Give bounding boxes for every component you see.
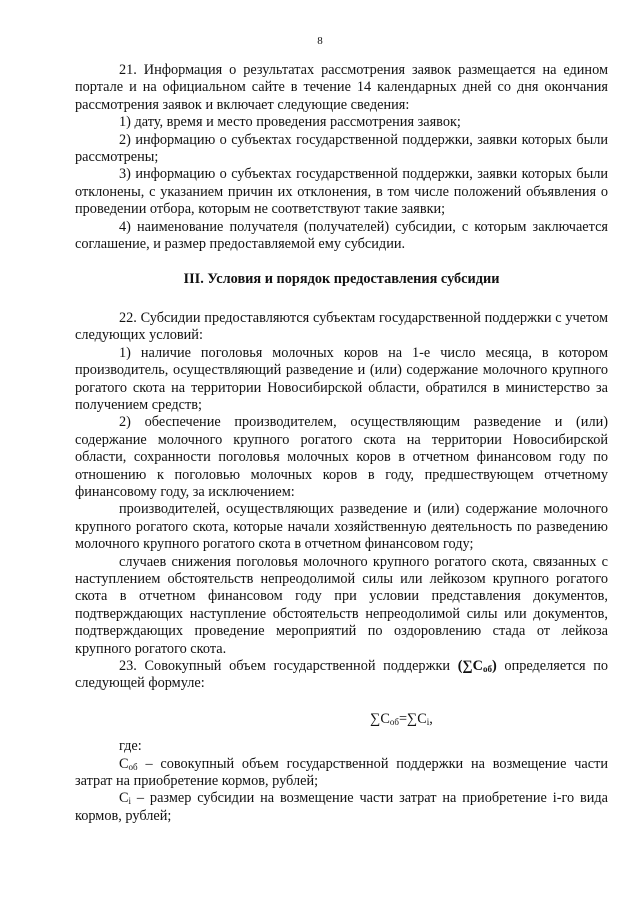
list-item-4: 4) наименование получателя (получателей) субсидии, с которым заключается соглашение, и размер предоставляемой ему субсидии. [75, 218, 608, 253]
p23-symbol: $(\sum С_{об})$ [457, 658, 497, 674]
exception-producers: производителей, осуществляющих разведение и (или) содержание молочного крупного рогатого скота, которые начали хозяйственную деятельность по разведению молочного крупного рогатого скота в отчетном финансовом году; [75, 501, 608, 553]
list-item-1: 1) дату, время и место проведения рассмотрения заявок; [119, 114, 461, 131]
list-item-2: 2) информацию о субъектах государственной поддержки, заявки которых были рассмотрены; [75, 131, 608, 166]
paragraph-21: 21. Информация о результатах рассмотрения заявок размещается на едином портале и на официальном сайте в течение 14 календарных дней со дня окончания рассмотрения заявок и включает следующие сведения: [75, 62, 608, 113]
formula: $\sum С_{об}=\sum С_i$, [370, 710, 433, 727]
definition-subsidy: $С_i$ – размер субсидии на возмещение части затрат на приобретение i-го вида кормов, рублей; [75, 790, 608, 824]
list-item-3: 3) информацию о субъектах государственной поддержки, заявки которых были отклонены, с указанием причин их отклонения, в том числе положений объявления о проведении отбора, которым не соответствуют такие заявки; [75, 166, 608, 218]
section-heading: III. Условия и порядок предоставления субсидии [183, 271, 500, 288]
p23-tail: определяется по следующей формуле: [75, 658, 608, 692]
p23-text: 23. Совокупный объем государственной поддержки [119, 658, 451, 674]
condition-2: 2) обеспечение производителем, осуществляющим разведение и (или) содержание молочного крупного рогатого скота на территории Новосибирской области, сохранности поголовья молочных коров в отчетном финансовом году по отношению к поголовью молочных коров в году, предшествующем отчетному финансовому году, за исключением: [75, 414, 608, 500]
page-number: 8 [317, 35, 323, 47]
document-body [75, 62, 608, 825]
paragraph-22: 22. Субсидии предоставляются субъектам государственной поддержки с учетом следующих условий: [75, 309, 608, 344]
condition-1: 1) наличие поголовья молочных коров на 1-е число месяца, в котором производитель, осуществляющий разведение и (или) содержание молочного крупного рогатого скота на территории Новосибирской области, обратился в министерство за получением средств; [75, 344, 608, 413]
definition-total: $С_{об}$ – совокупный объем государственной поддержки на возмещение части затрат на приобретение кормов, рублей; [75, 755, 608, 790]
paragraph-23 [75, 658, 608, 693]
exception-force-majeure: случаев снижения поголовья молочного крупного рогатого скота, связанных с наступлением обстоятельств непреодолимой силы или лейкозом крупного рогатого скота в отчетном финансовом году при условии представления документов, подтверждающих наступление обстоятельств непреодолимой силы или документов, подтверждающих проведение мероприятий по оздоровлению стада от лейкоза крупного рогатого скота. [75, 553, 608, 657]
where-label: где: [119, 738, 142, 755]
